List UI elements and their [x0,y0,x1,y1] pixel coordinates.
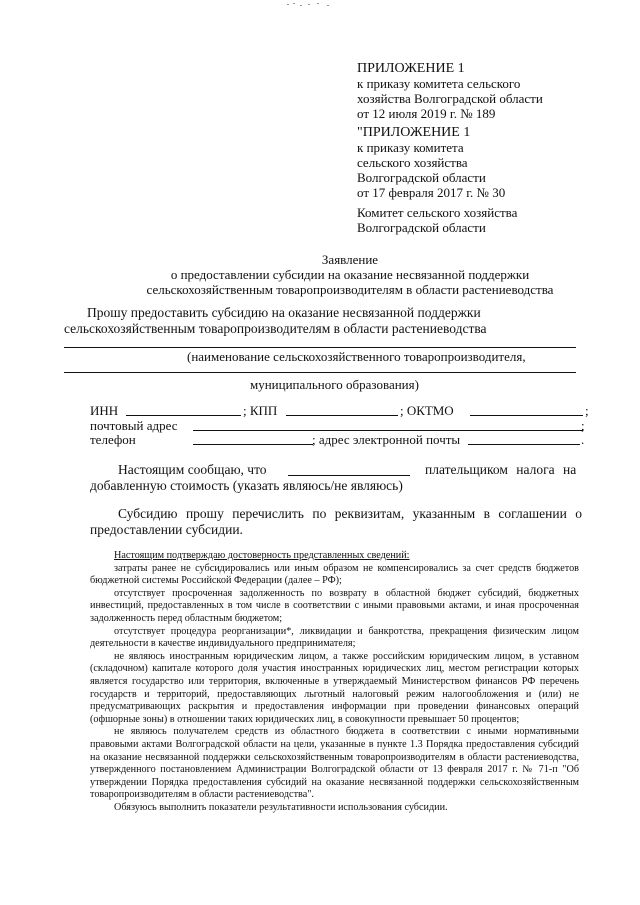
kpp-field[interactable] [286,415,398,416]
confirmation-item-2: отсутствует просроченная задолженность по возврату в областной бюджет субсидий, бюджетных инвестиций, предоставленных в том числе в соответствии с иными правовыми актами, и иная просроченная задолженность перед областным бюджетом; [90,587,579,624]
confirmation-heading: Настоящим подтверждаю достоверность представленных сведений: [114,550,410,561]
municipality-hint: муниципального образования) [250,377,419,392]
confirmation-item-1: затраты ранее не субсидировались или иным образом не компенсировались за счет средств бюджетов бюджетной системы Российской Федерации (далее – РФ); [90,562,579,587]
oktmo-field[interactable] [470,415,583,416]
oktmo-label: ; ОКТМО [400,403,454,418]
appendix-old-line1: к приказу комитета [357,140,464,155]
appendix-old-line3: Волгоградской области [357,170,486,185]
appendix-old-line4: от 17 февраля 2017 г. № 30 [357,185,506,200]
request-text [64,305,487,337]
vat-status-field[interactable] [288,475,410,476]
inn-field[interactable] [126,415,241,416]
transfer-line2: предоставлении субсидии. [90,522,243,537]
appendix-new-line3: от 12 июля 2019 г. № 189 [357,106,496,121]
addressee-line1: Комитет сельского хозяйства [357,205,518,220]
email-field[interactable] [468,444,580,445]
confirmation-section [90,550,579,814]
address-field[interactable] [193,430,583,431]
transfer-line1: Субсидию прошу перечислить по реквизитам, указанным в соглашении о [118,506,582,521]
appendix-old [357,125,505,200]
oktmo-semicolon: ; [585,403,589,418]
kpp-label: ; КПП [243,403,278,418]
vat-part2: плательщиком налога на [425,462,577,477]
transfer-text [90,506,582,538]
document-subtitle-line1: о предоставлении субсидии на оказание несвязанной поддержки [170,267,530,282]
confirmation-item-3: отсутствует процедура реорганизации*, ликвидации и банкротства, прекращения физическим лицом деятельности в качестве индивидуального предпринимателя; [90,625,579,650]
address-semicolon: ; [581,418,585,433]
appendix-new-line2: хозяйства Волгоградской области [357,91,543,106]
vat-line2: добавленную стоимость (указать являюсь/не являюсь) [90,478,403,493]
appendix-new-title: ПРИЛОЖЕНИЕ 1 [357,61,465,76]
phone-label: телефон [90,432,136,447]
addressee [357,205,517,235]
municipality-field[interactable] [64,372,576,373]
email-label: ; адрес электронной почты [312,432,461,447]
applicant-name-hint: (наименование сельскохозяйственного товаропроизводителя, [187,349,526,364]
document-heading [60,252,640,297]
confirmation-item-6: Обязуюсь выполнить показатели результативности использования субсидии. [114,801,448,813]
phone-field[interactable] [193,444,313,445]
vat-part1: Настоящим сообщаю, что [118,462,267,477]
addressee-line2: Волгоградской области [357,220,486,235]
document-title: Заявление [321,252,379,267]
request-line2: сельскохозяйственным товаропроизводителям в области растениеводства [64,321,487,336]
appendix-new-line1: к приказу комитета сельского [357,76,521,91]
document-subtitle-line2: сельскохозяйственным товаропроизводителям в области растениеводства [146,282,554,297]
appendix-new [357,61,543,121]
address-label: почтовый адрес [90,418,178,433]
scan-artifact [287,3,333,7]
request-line1: Прошу предоставить субсидию на оказание несвязанной поддержки [87,305,481,320]
applicant-name-field[interactable] [64,347,576,348]
appendix-old-title: "ПРИЛОЖЕНИЕ 1 [357,125,471,140]
confirmation-item-5: не являюсь получателем средств из областного бюджета в соответствии с иными нормативными правовыми актами Волгоградской области на цели, указанные в пункте 1.3 Порядка предоставления субсидий на оказание несвязанной поддержки сельскохозяйственным товаропроизводителям в области растениеводства, утвержденного постановлением Администрации Волгоградской области от 13 февраля 2017 г. № 71-п "Об утверждении Порядка предоставления субсидий на оказание несвязанной поддержки сельскохозяйственным товаропроизводителям в области растениеводства". [90,726,579,801]
email-dot: . [581,432,585,447]
appendix-old-line2: сельского хозяйства [357,155,468,170]
confirmation-item-4: не являюсь иностранным юридическим лицом, а также российским юридическим лицом, в уставном (складочном) капитале которого доля участия иностранных юридических лиц, местом регистрации которых является государство или территория, включенные в утверждаемый Министерством финансов РФ перечень государств и территорий, предоставляющих льготный налоговый режим налогообложения и (или) не предусматривающих раскрытия и предоставления информации при проведении финансовых операций (офшорные зоны) в отношении таких юридических лиц, в совокупности превышает 50 процентов; [90,650,579,725]
inn-label: ИНН [90,403,119,418]
